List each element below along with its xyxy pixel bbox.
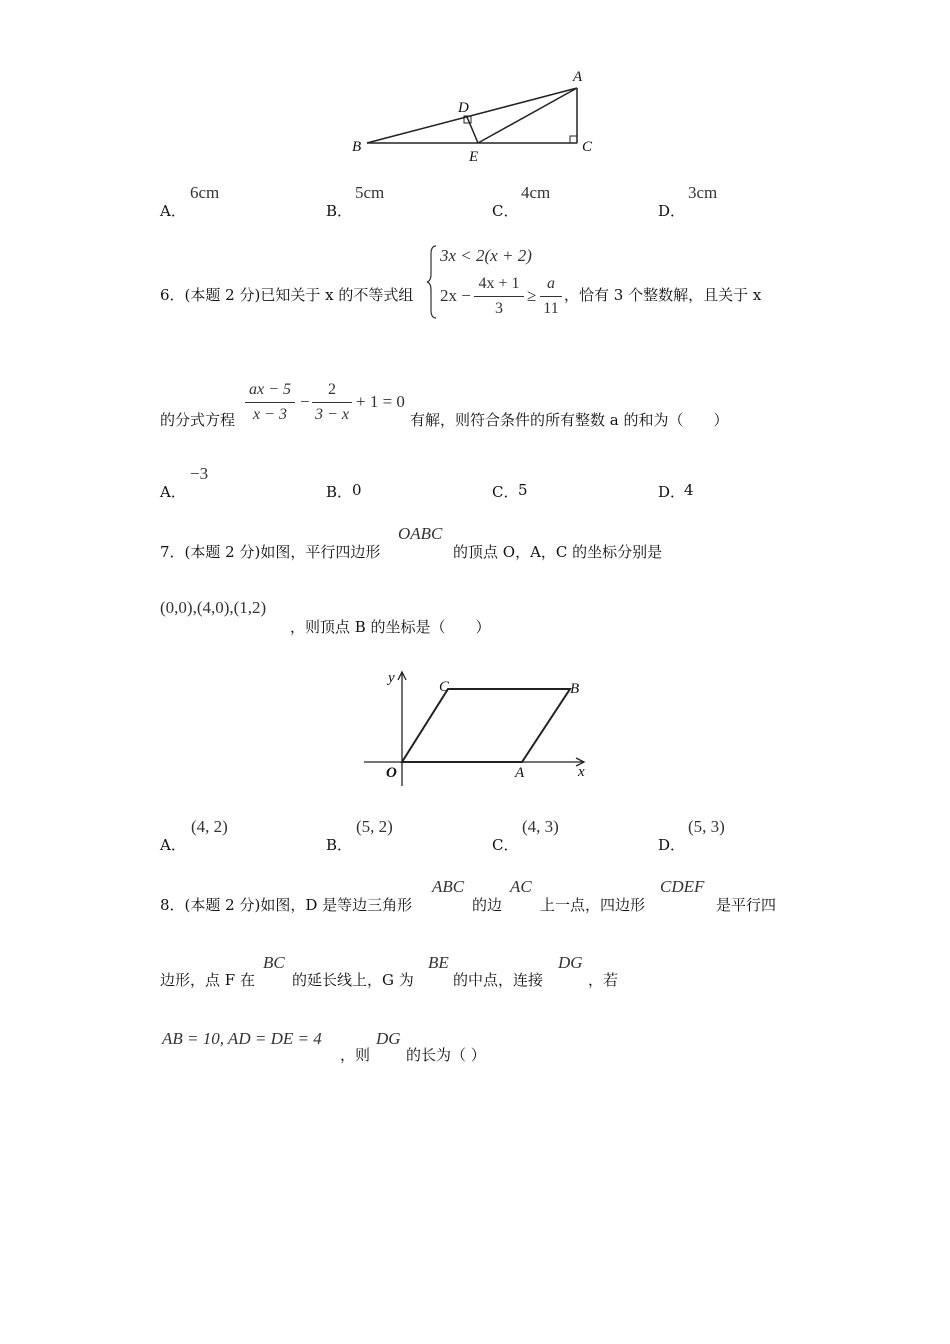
q7-option-d-value: (5, 3) — [688, 817, 725, 836]
q7-option-b-value: (5, 2) — [356, 817, 393, 836]
q6-line2-suffix: 有解，则符合条件的所有整数 a 的和为（ ） — [410, 411, 729, 429]
q6-eq-frac2-den: 3 − x — [315, 406, 349, 423]
system-brace — [426, 244, 438, 320]
q7-option-c-letter: C． — [492, 836, 519, 854]
q7-line1-prefix: 7．(本题 2 分)如图，平行四边形 — [160, 543, 381, 561]
label-c: C — [439, 679, 450, 695]
q7-line1-suffix: 的顶点 O，A，C 的坐标分别是 — [453, 543, 663, 561]
label-b: B — [352, 139, 362, 155]
q6-suffix: ，恰有 3 个整数解，且关于 x — [564, 286, 762, 304]
q8-text-2: 的边 — [472, 896, 503, 914]
q8-text-5: 边形，点 F 在 — [160, 971, 255, 989]
q8-math-bc: BC — [263, 953, 285, 972]
label-d: D — [458, 100, 469, 116]
q6-eq-frac2 — [312, 380, 352, 425]
label-a: A — [515, 765, 525, 781]
q6-ineq2-frac-num: 4x + 1 — [478, 275, 520, 292]
label-b: B — [570, 681, 580, 697]
q7-coords: (0,0),(4,0),(1,2) — [160, 598, 267, 617]
q8-text-6: 的延长线上，G 为 — [292, 971, 414, 989]
q6-eq-frac1-den: x − 3 — [253, 406, 287, 423]
q6-option-a-letter: A． — [160, 483, 186, 501]
q6-rhs-num: a — [547, 275, 555, 292]
q8-text-3: 上一点，四边形 — [540, 896, 646, 914]
q6-option-b-value: 0 — [352, 481, 362, 499]
q8-math-abc: ABC — [432, 877, 465, 896]
q6-option-c-letter: C． — [492, 483, 519, 501]
q5-option-a-value: 6cm — [190, 183, 220, 202]
q7-option-a-value: (4, 2) — [191, 817, 228, 836]
q6-ineq2-frac-den: 3 — [495, 300, 503, 317]
label-c: C — [582, 139, 593, 155]
label-e: E — [469, 149, 479, 165]
q6-prefix: 6．(本题 2 分)已知关于 x 的不等式组 — [160, 286, 414, 304]
q7-option-b-letter: B． — [326, 836, 353, 854]
q8-text-9: ，则 — [340, 1046, 371, 1064]
q6-ineq2-rhs — [540, 274, 562, 319]
q6-ineq2-ge: ≥ — [527, 286, 537, 305]
q6-ineq1: 3x < 2(x + 2) — [440, 246, 532, 265]
q5-option-b-letter: B． — [326, 202, 353, 220]
q6-option-b-letter: B． — [326, 483, 353, 501]
q8-math-dg-2: DG — [376, 1029, 401, 1048]
q6-eq-frac1-num: ax − 5 — [249, 381, 291, 398]
q7-shape: OABC — [398, 524, 443, 543]
q8-math-dg: DG — [558, 953, 583, 972]
label-a: A — [573, 69, 583, 85]
parallelogram-figure — [360, 668, 600, 792]
axis-label-x: x — [578, 764, 585, 780]
q6-option-d-letter: D． — [658, 483, 686, 501]
q6-line2-prefix: 的分式方程 — [160, 411, 236, 429]
q7-line2-suffix: ，则顶点 B 的坐标是（ ） — [290, 618, 491, 636]
q5-option-a-letter: A． — [160, 202, 186, 220]
q8-math-cdef: CDEF — [660, 877, 705, 896]
axis-label-y: y — [388, 670, 395, 686]
q6-rhs-den: 11 — [543, 300, 559, 317]
q8-math-ac: AC — [510, 877, 532, 896]
q5-option-d-letter: D． — [658, 202, 686, 220]
q5-option-c-letter: C． — [492, 202, 519, 220]
q5-option-c-value: 4cm — [521, 183, 551, 202]
q6-eq-tail: + 1 = 0 — [356, 392, 405, 411]
q7-option-a-letter: A． — [160, 836, 186, 854]
q6-ineq2-lead: 2x − — [440, 286, 471, 305]
q6-eq-minus: − — [300, 392, 310, 411]
q6-option-c-value: 5 — [518, 481, 528, 499]
q5-option-d-value: 3cm — [688, 183, 718, 202]
triangle-figure — [340, 62, 610, 172]
q6-option-a-value: −3 — [190, 464, 209, 483]
q8-text-1: 8．(本题 2 分)如图，D 是等边三角形 — [160, 896, 413, 914]
q8-text-7: 的中点，连接 — [453, 971, 544, 989]
q6-eq-frac2-num: 2 — [328, 381, 336, 398]
q5-option-b-value: 5cm — [355, 183, 385, 202]
q7-option-d-letter: D． — [658, 836, 686, 854]
q7-option-c-value: (4, 3) — [522, 817, 559, 836]
q8-text-4: 是平行四 — [716, 896, 777, 914]
q8-text-10: 的长为（ ） — [406, 1046, 486, 1064]
q6-option-d-value: 4 — [684, 481, 694, 499]
q8-math-given: AB = 10, AD = DE = 4 — [162, 1029, 322, 1048]
label-o: O — [386, 765, 397, 781]
q8-math-be: BE — [428, 953, 449, 972]
q6-ineq2-fraction — [474, 274, 524, 319]
q8-text-8: ，若 — [588, 971, 619, 989]
q6-eq-frac1 — [245, 380, 295, 425]
